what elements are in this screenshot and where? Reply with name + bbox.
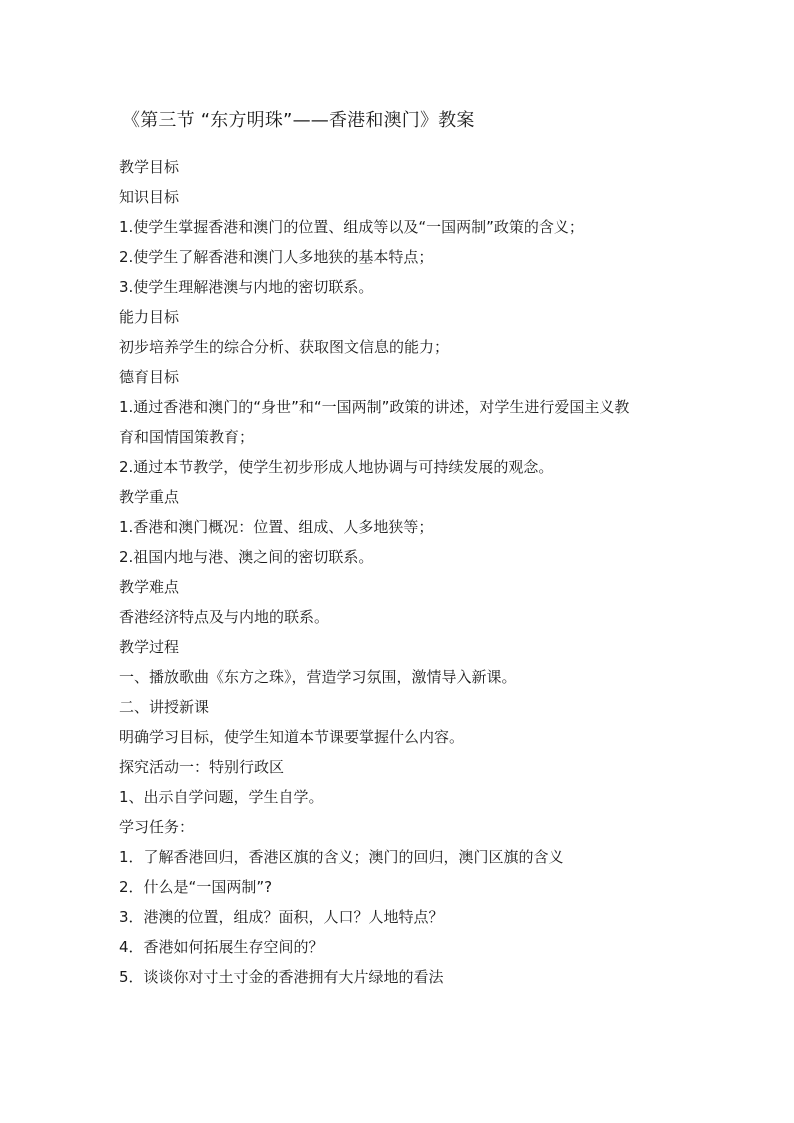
list-item: 5．谈谈你对寸土寸金的香港拥有大片绿地的看法 bbox=[119, 968, 444, 986]
heading-knowledge-goals: 知识目标 bbox=[119, 188, 180, 206]
document-title: 《第三节 “东方明珠”——香港和澳门》教案 bbox=[122, 110, 475, 131]
heading-key-points: 教学重点 bbox=[119, 488, 180, 506]
heading-difficult-points: 教学难点 bbox=[119, 578, 180, 596]
text-line: 1.通过香港和澳门的“身世”和“一国两制”政策的讲述，对学生进行爱国主义教 bbox=[119, 398, 630, 416]
text-line: 2.使学生了解香港和澳门人多地狭的基本特点； bbox=[119, 248, 434, 266]
text-line: 一、播放歌曲《东方之珠》，营造学习氛围，激情导入新课。 bbox=[119, 668, 517, 686]
heading-ability-goals: 能力目标 bbox=[119, 308, 180, 326]
list-item: 2．什么是“一国两制”? bbox=[119, 878, 273, 896]
heading-moral-goals: 德育目标 bbox=[119, 368, 180, 386]
text-line: 明确学习目标，使学生知道本节课要掌握什么内容。 bbox=[119, 728, 465, 746]
heading-teaching-process: 教学过程 bbox=[119, 638, 180, 656]
text-line: 2.祖国内地与港、澳之间的密切联系。 bbox=[119, 548, 374, 566]
text-line: 学习任务： bbox=[119, 818, 195, 836]
text-line: 育和国情国策教育； bbox=[119, 428, 255, 446]
text-line: 1.香港和澳门概况：位置、组成、人多地狭等； bbox=[119, 518, 434, 536]
text-line: 3.使学生理解港澳与内地的密切联系。 bbox=[119, 278, 374, 296]
text-line: 1.使学生掌握香港和澳门的位置、组成等以及“一国两制”政策的含义； bbox=[119, 218, 584, 236]
text-line: 探究活动一：特别行政区 bbox=[119, 758, 285, 776]
list-item: 1．了解香港回归，香港区旗的含义；澳门的回归，澳门区旗的含义 bbox=[119, 848, 564, 866]
text-line: 初步培养学生的综合分析、获取图文信息的能力； bbox=[119, 338, 450, 356]
text-line: 香港经济特点及与内地的联系。 bbox=[119, 608, 330, 626]
document-body bbox=[119, 152, 689, 992]
text-line: 1、出示自学问题，学生自学。 bbox=[119, 788, 324, 806]
text-line: 二、讲授新课 bbox=[119, 698, 210, 716]
text-line: 2.通过本节教学，使学生初步形成人地协调与可持续发展的观念。 bbox=[119, 458, 554, 476]
heading-teaching-goals: 教学目标 bbox=[119, 158, 180, 176]
list-item: 3．港澳的位置，组成？面积，人口？人地特点？ bbox=[119, 908, 444, 926]
list-item: 4．香港如何拓展生存空间的？ bbox=[119, 938, 324, 956]
